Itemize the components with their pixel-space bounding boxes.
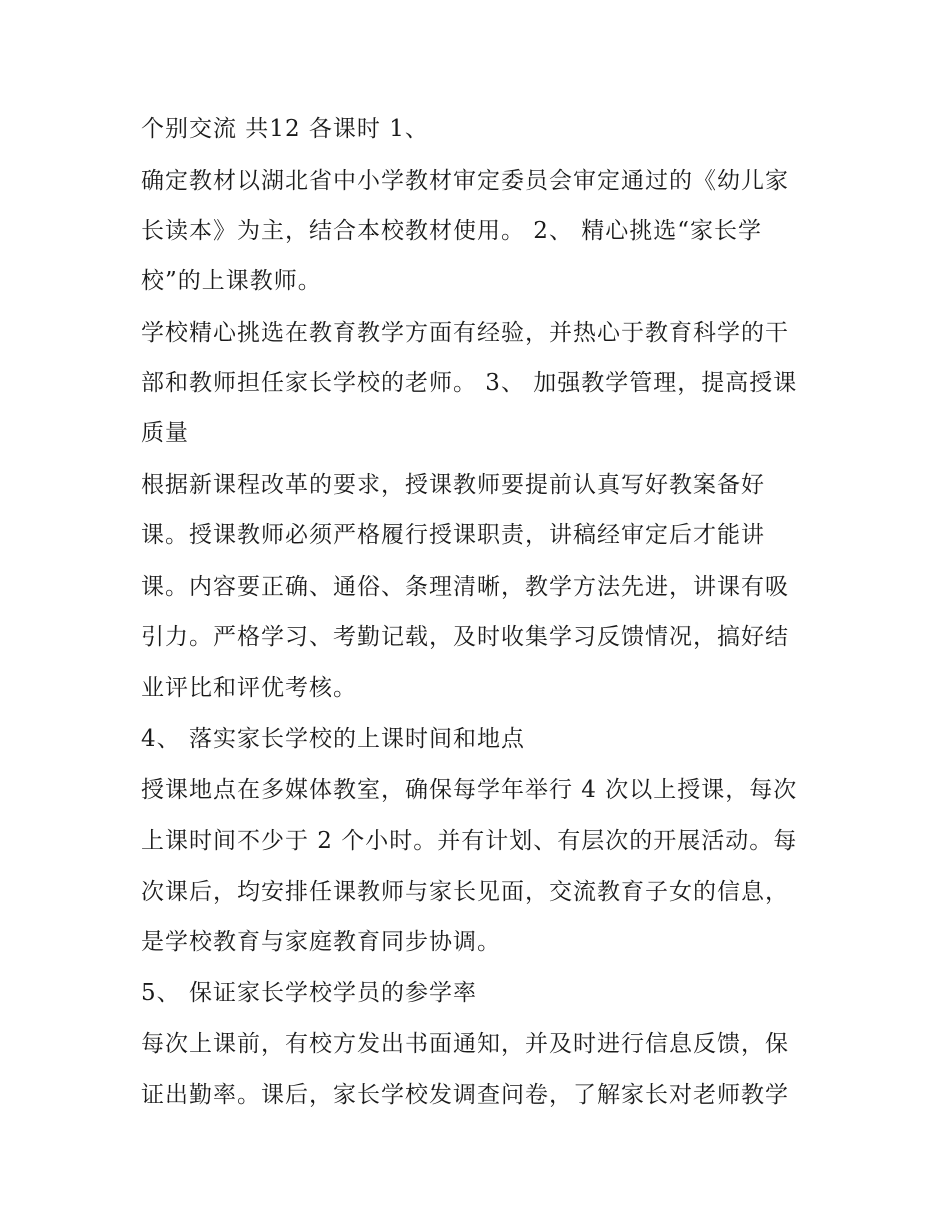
text-line: 授课地点在多媒体教室，确保每学年举行 4 次以上授课，每次: [141, 777, 798, 803]
section-heading: 4、 落实家长学校的上课时间和地点: [141, 726, 525, 752]
text-line: 部和教师担任家长学校的老师。 3、 加强教学管理，提高授课: [141, 370, 798, 396]
text-line: 长读本》为主，结合本校教材使用。 2、 精心挑选“家长学: [141, 218, 763, 244]
text-line: 确定教材以湖北省中小学教材审定委员会审定通过的《幼儿家: [141, 168, 789, 194]
text-line: 学校精心挑选在教育教学方面有经验，并热心于教育科学的干: [141, 320, 789, 346]
text-line: 课。内容要正确、通俗、条理清晰，教学方法先进，讲课有吸: [141, 574, 789, 600]
text-line: 业评比和评优考核。: [141, 675, 357, 701]
text-line: 根据新课程改革的要求，授课教师要提前认真写好教案备好: [141, 472, 765, 498]
text-line: 是学校教育与家庭教育同步协调。: [141, 929, 501, 955]
text-line: 上课时间不少于 2 个小时。并有计划、有层次的开展活动。每: [141, 828, 798, 854]
text-line: 质量: [141, 420, 189, 446]
text-line: 校”的上课教师。: [141, 268, 322, 294]
text-line: 个别交流 共12 各课时 1、: [141, 116, 429, 142]
text-line: 次课后，均安排任课教师与家长见面，交流教育子女的信息，: [141, 879, 789, 905]
text-line: 课。授课教师必须严格履行授课职责，讲稿经审定后才能讲: [141, 522, 765, 548]
text-line: 证出勤率。课后，家长学校发调查问卷，了解家长对老师教学: [141, 1082, 789, 1108]
text-line: 每次上课前，有校方发出书面通知，并及时进行信息反馈，保: [141, 1031, 789, 1057]
text-line: 引力。严格学习、考勤记载，及时收集学习反馈情况，搞好结: [141, 624, 789, 650]
section-heading: 5、 保证家长学校学员的参学率: [141, 980, 477, 1006]
